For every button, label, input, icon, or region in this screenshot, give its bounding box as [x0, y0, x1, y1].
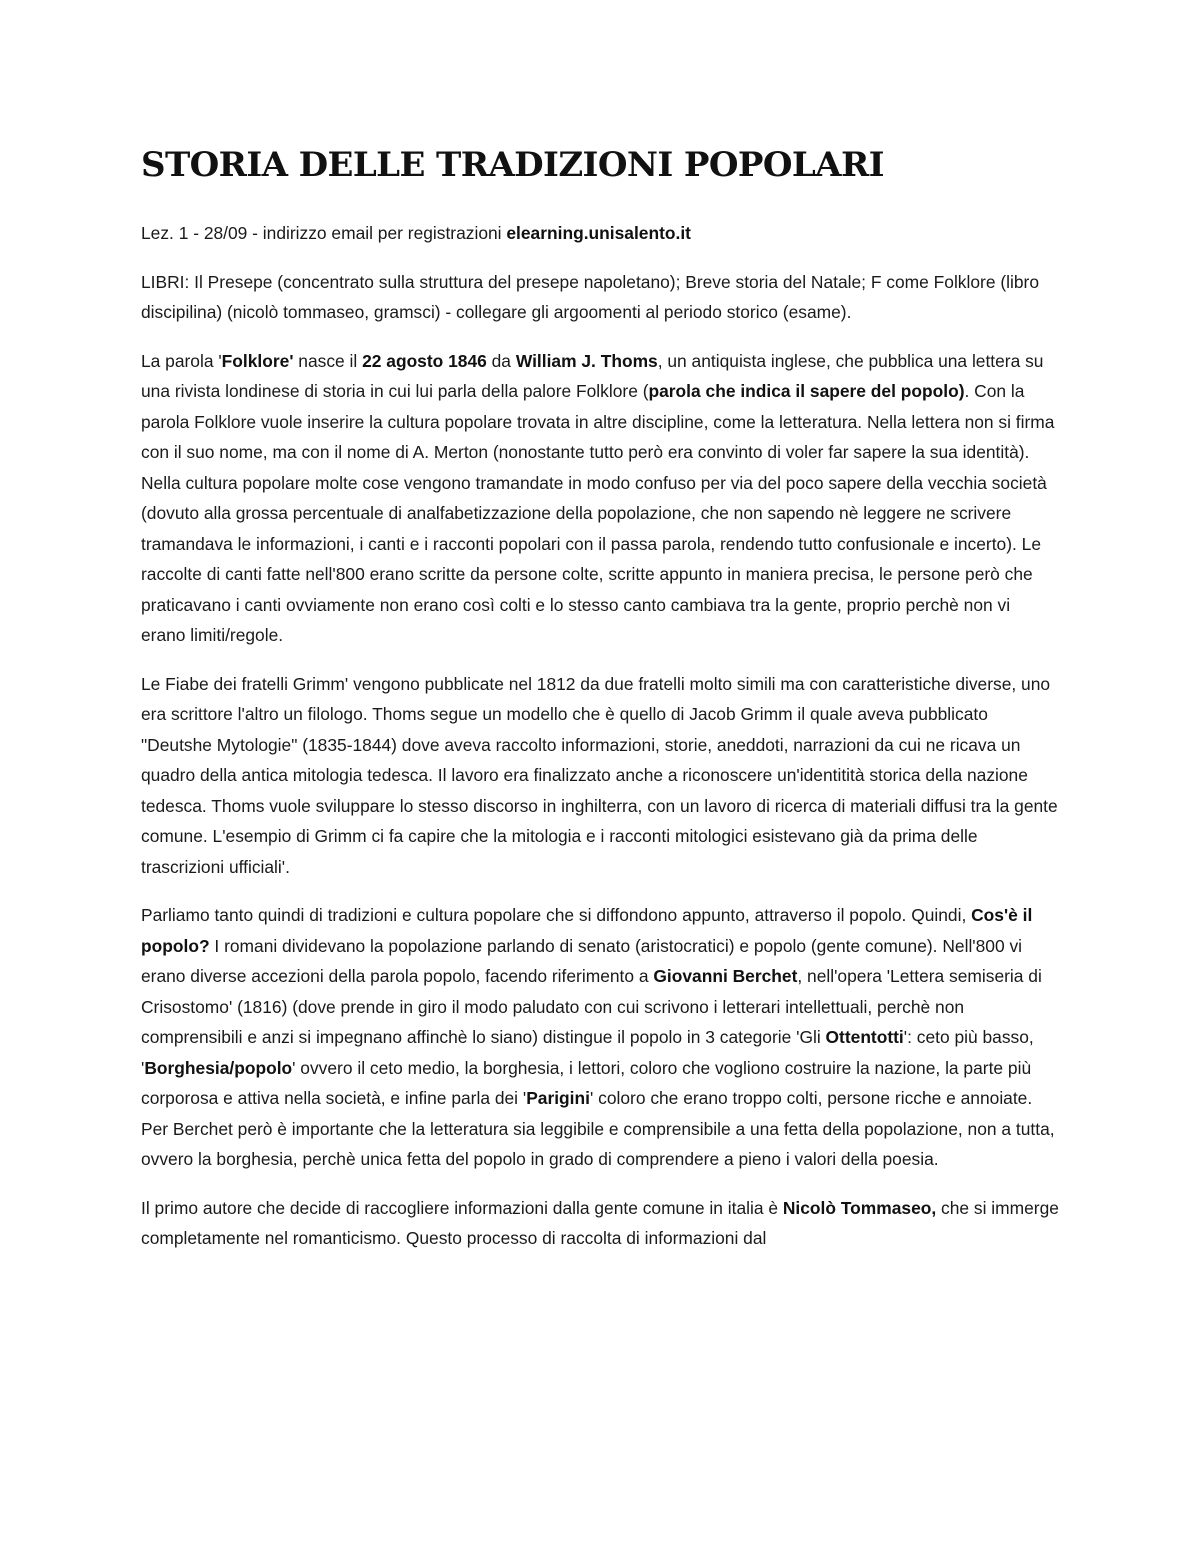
bold-text: Ottentotti	[825, 1027, 904, 1047]
bold-text: 22 agosto 1846	[362, 350, 487, 371]
text-run: Parliamo tanto quindi di tradizioni e cultura popolare che si diffondono appunto, attraverso il popolo. Quindi,	[141, 905, 972, 925]
text-run: ': ceto più basso, '	[141, 1027, 1034, 1078]
bold-text: Cos'è il popolo?	[141, 905, 1033, 956]
text-run: Il primo autore che decide di raccogliere informazioni dalla gente comune in italia è	[141, 1197, 783, 1218]
bold-text: Borghesia/popolo	[144, 1057, 293, 1078]
paragraph-grimm	[141, 669, 1059, 883]
bold-text: Nicolò Tommaseo,	[782, 1197, 937, 1218]
text-run: che si immerge completamente nel romanticismo. Questo processo di raccolta di informazioni dal	[141, 1197, 1059, 1248]
text-run: da	[486, 350, 516, 371]
text-run: I romani dividevano la popolazione parlando di senato (aristocratici) e popolo (gente comune). Nell'800 vi erano diverse accezioni della parola popolo, facendo riferimento a	[141, 935, 1023, 986]
text-run: ' coloro che erano troppo colti, persone ricche e annoiate. Per Berchet però è importante che la letteratura sia leggibile e comprensibile a una fetta della popolazione, non a tutta, ovvero la borghesia, perchè unica fetta del popolo in grado di comprendere a pieno i valori della poesia.	[141, 1088, 1055, 1169]
text-run: ' ovvero il ceto medio, la borghesia, i lettori, coloro che vogliono costruire la nazione, la parte più corporosa e attiva nella società, e infine parla dei '	[141, 1057, 1032, 1108]
bold-text: parola che indica il sapere del popolo)	[648, 381, 965, 401]
lesson-line	[141, 218, 1059, 249]
text-run: La parola '	[141, 350, 222, 371]
bold-text: William J. Thoms	[515, 350, 658, 371]
paragraph-popolo	[141, 900, 1059, 1175]
elearning-site: elearning.unisalento.it	[506, 223, 691, 243]
paragraph-libri	[141, 267, 1059, 328]
bold-text: Folklore'	[221, 350, 294, 371]
document-title: STORIA DELLE TRADIZIONI POPOLARI	[141, 145, 884, 185]
bold-text: Parigini	[526, 1088, 590, 1108]
text-run: nasce il	[293, 350, 363, 371]
bold-text: Giovanni Berchet	[653, 966, 798, 986]
paragraph-folklore	[141, 346, 1059, 651]
text-run: , un antiquista inglese, che pubblica una lettera su una rivista londinese di storia in cui lui parla della palore Folklore (	[141, 350, 1044, 401]
text-run: LIBRI: Il Presepe (concentrato sulla struttura del presepe napoletano); Breve storia del Natale; F come Folklore (libro discipilina) (nicolò tommaseo, gramsci) - collegare gli argoomenti al periodo storico (esame).	[141, 271, 1039, 322]
paragraph-tommaseo	[141, 1193, 1059, 1254]
lesson-line-text: Lez. 1 - 28/09 - indirizzo email per registrazioni	[141, 223, 507, 243]
text-run: . Con la parola Folklore vuole inserire la cultura popolare trovata in altre discipline, come la letteratura. Nella lettera non si firma con il suo nome, ma con il nome di A. Merton (nonostante tutto però era convinto di voler far sapere la sua identità). Nella cultura popolare molte cose vengono tramandate in modo confuso per via del poco sapere della vecchia società (dovuto alla grossa percentuale di analfabetizzazione della popolazione, che non sapendo nè leggere ne scrivere tramandava le informazioni, i canti e i racconti popolari con il passa parola, rendendo tutto confusionale e incerto). Le raccolte di canti fatte nell'800 erano scritte da persone colte, scritte appunto in maniera precisa, le persone però che praticavano i canti ovviamente non erano così colti e lo stesso canto cambiava tra la gente, proprio perchè non vi erano limiti/regole.	[141, 381, 1055, 645]
text-run: Le Fiabe dei fratelli Grimm' vengono pubblicate nel 1812 da due fratelli molto simili ma con caratteristiche diverse, uno era scrittore l'altro un filologo. Thoms segue un modello che è quello di Jacob Grimm il quale aveva pubblicato "Deutshe Mytologie" (1835-1844) dove aveva raccolto informazioni, storie, aneddoti, narrazioni da cui ne ricava un quadro della antica mitologia tedesca. Il lavoro era finalizzato anche a riconoscere un'identitità storica della nazione tedesca. Thoms vuole sviluppare lo stesso discorso in inghilterra, con un lavoro di ricerca di materiali diffusi tra la gente comune. L'esempio di Grimm ci fa capire che la mitologia e i racconti mitologici esistevano già da prima delle trascrizioni ufficiali'.	[141, 673, 1058, 877]
document-page	[141, 140, 1059, 1272]
text-run: , nell'opera 'Lettera semiseria di Crisostomo' (1816) (dove prende in giro il modo paludato con cui scrivono i letterari intellettuali, perchè non comprensibili e anzi si impegnano affinchè lo siano) distingue il popolo in 3 categorie 'Gli	[141, 966, 1042, 1047]
